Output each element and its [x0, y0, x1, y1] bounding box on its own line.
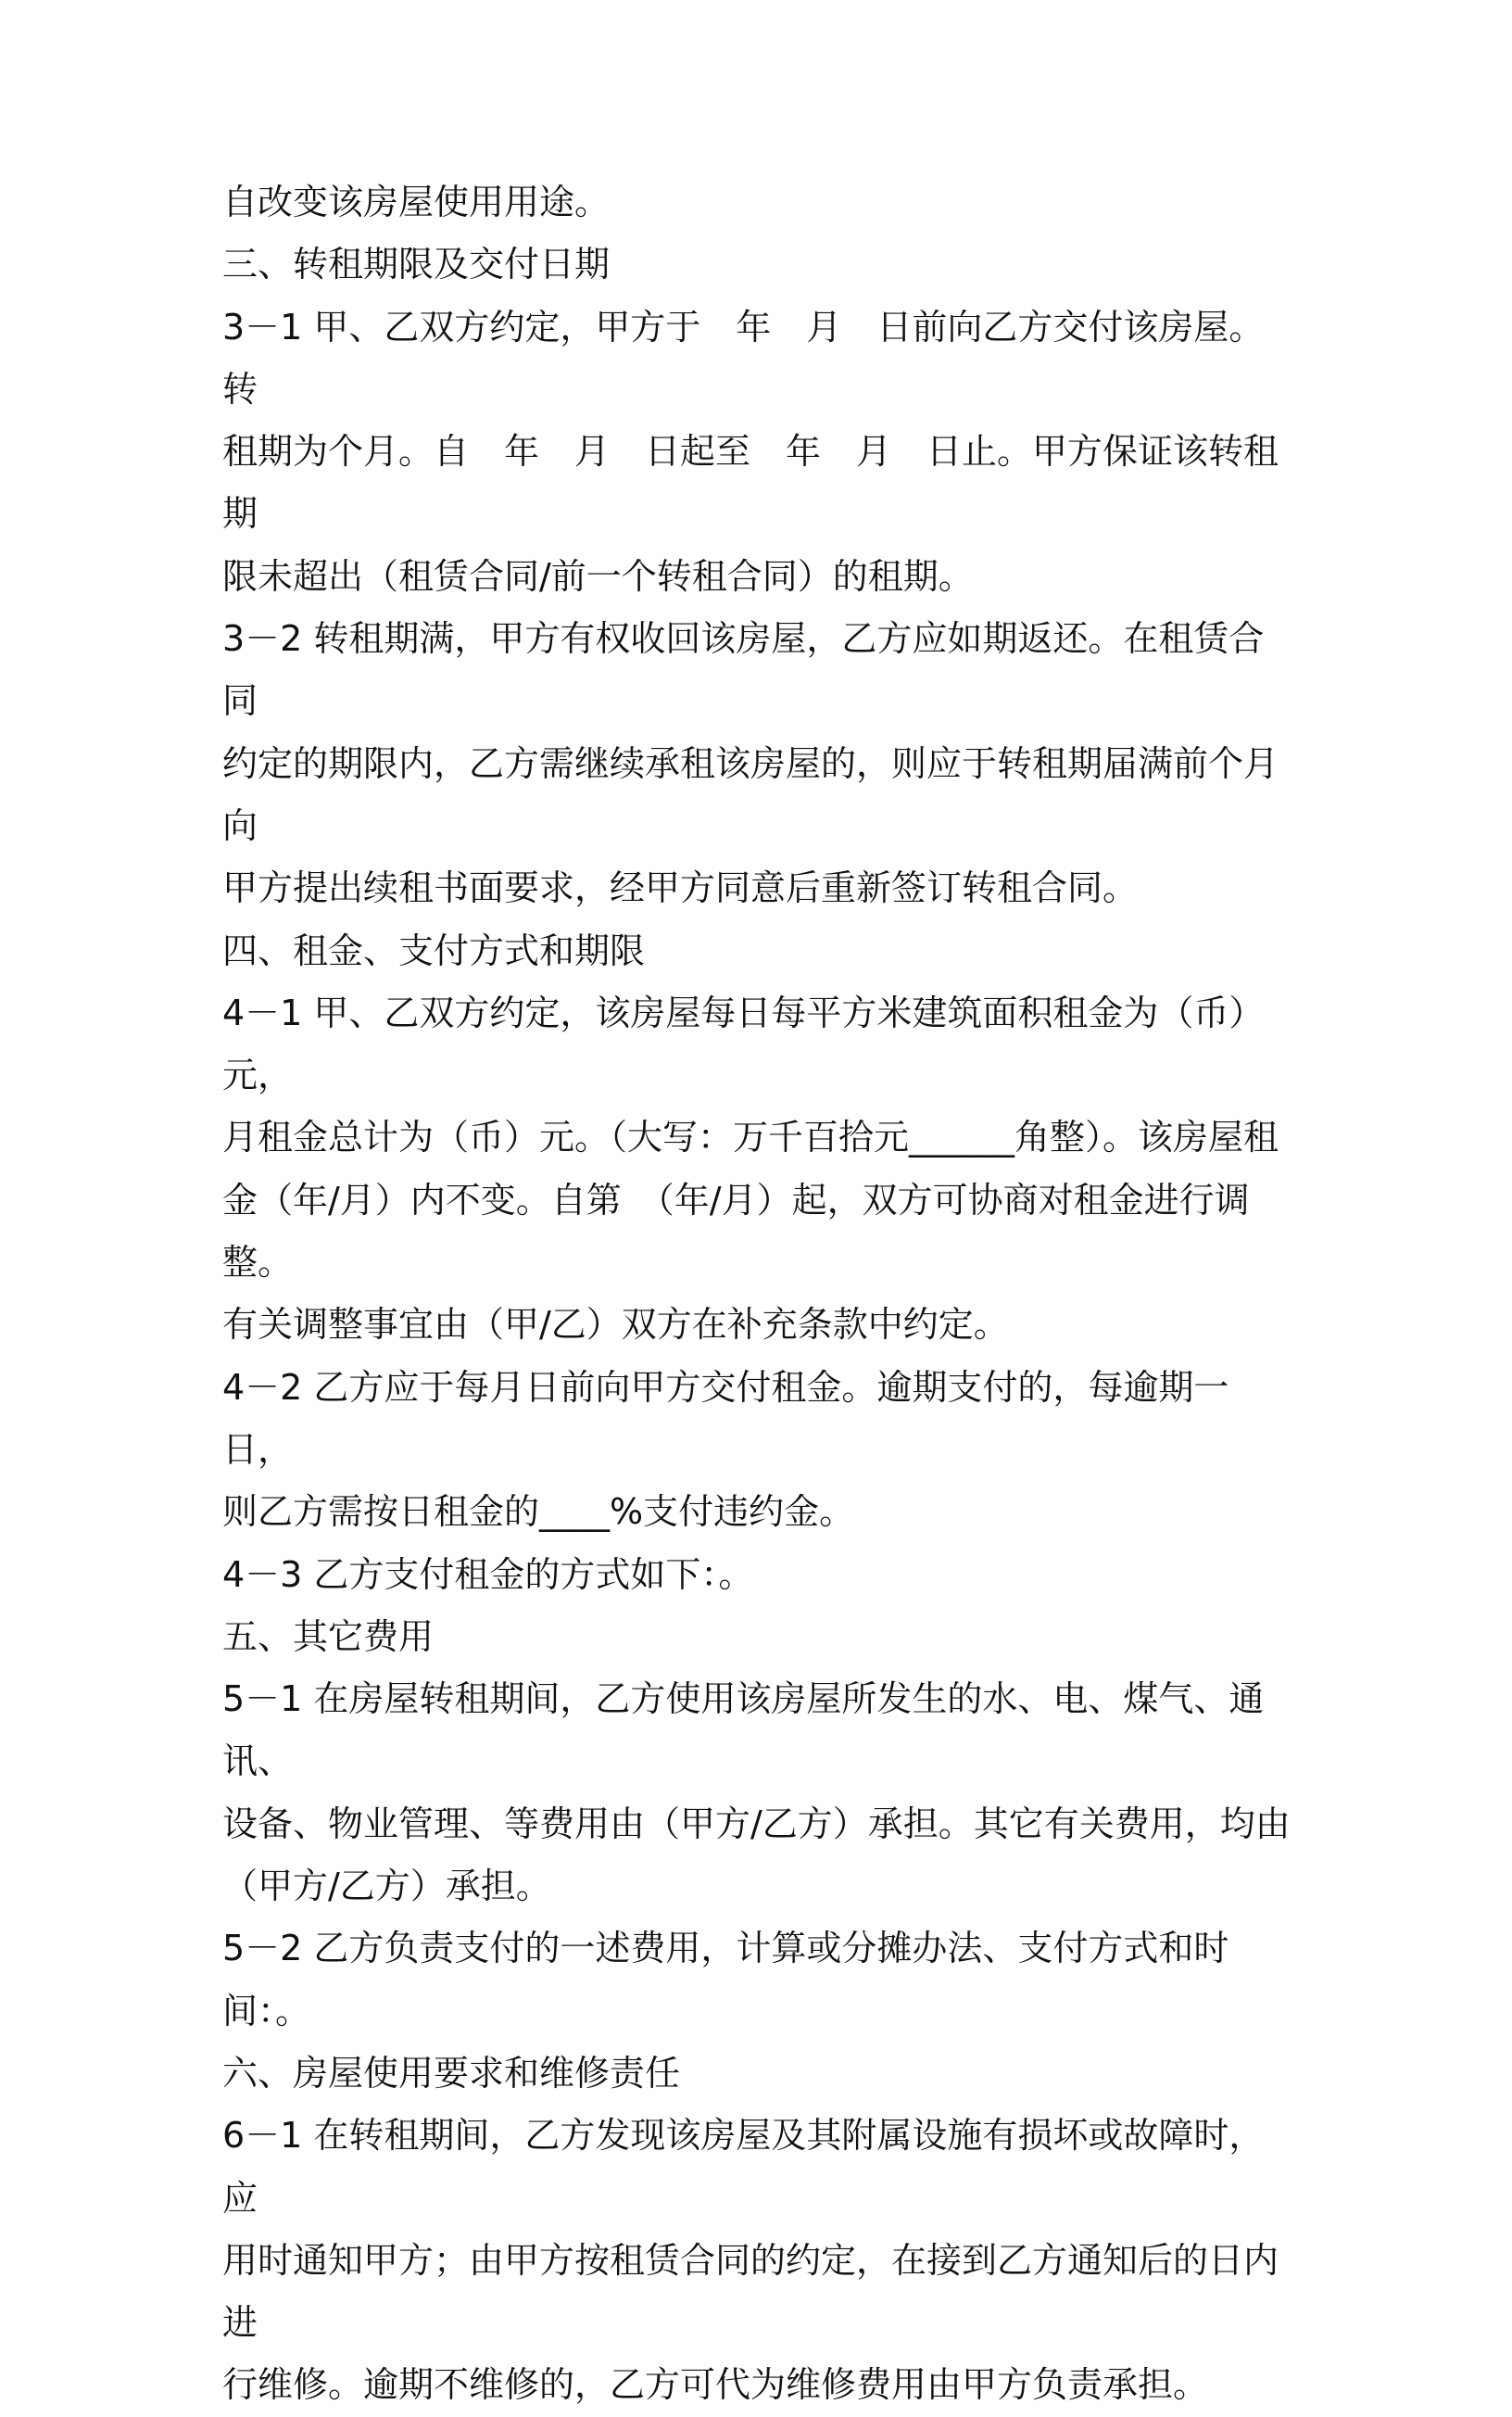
text-line: 则乙方需按日租金的____%支付违约金。	[222, 1491, 855, 1533]
text-line: 4－3 乙方支付租金的方式如下：。	[222, 1553, 754, 1595]
text-line: 6－1 在转租期间，乙方发现该房屋及其附属设施有损坏或故障时，应	[222, 2115, 1265, 2219]
text-line: （甲方/乙方）承担。	[222, 1866, 551, 1907]
text-line: 月租金总计为（币）元。（大写：万千百拾元______角整）。该房屋租	[222, 1117, 1279, 1158]
text-line: 4－1 甲、乙双方约定，该房屋每日每平方米建筑面积租金为（币）元，	[222, 992, 1265, 1096]
text-line: 5－2 乙方负责支付的一述费用，计算或分摊办法、支付方式和时间：。	[222, 1928, 1229, 2031]
section-heading: 六、房屋使用要求和维修责任	[222, 2052, 681, 2094]
document-body	[222, 171, 1297, 2417]
text-line: 设备、物业管理、等费用由（甲方/乙方）承担。其它有关费用，均由	[222, 1803, 1291, 1844]
text-line: 行维修。逾期不维修的，乙方可代为维修费用由甲方负责承担。	[222, 2364, 1209, 2406]
text-line: 有关调整事宜由（甲/乙）双方在补充条款中约定。	[222, 1304, 1009, 1346]
text-line: 约定的期限内，乙方需继续承租该房屋的，则应于转租期届满前个月向	[222, 742, 1279, 846]
section-heading: 五、其它费用	[222, 1615, 435, 1657]
text-line: 自改变该房屋使用用途。	[222, 182, 611, 222]
text-line: 限未超出（租赁合同/前一个转租合同）的租期。	[222, 555, 974, 597]
text-line: 用时通知甲方；由甲方按租赁合同的约定，在接到乙方通知后的日内进	[222, 2239, 1279, 2344]
text-line: 金（年/月）内不变。自第 （年/月）起，双方可协商对租金进行调整。	[222, 1179, 1250, 1284]
text-line: 甲方提出续租书面要求，经甲方同意后重新签订转租合同。	[222, 867, 1139, 909]
text-line: 5－1 在房屋转租期间，乙方使用该房屋所发生的水、电、煤气、通讯、	[222, 1678, 1265, 1782]
text-line: 租期为个月。自 年 月 日起至 年 月 日止。甲方保证该转租期	[222, 431, 1279, 535]
text-line: 3－1 甲、乙双方约定，甲方于 年 月 日前向乙方交付该房屋。转	[222, 306, 1265, 410]
text-line: 4－2 乙方应于每月日前向甲方交付租金。逾期支付的，每逾期一日，	[222, 1366, 1229, 1470]
section-heading: 四、租金、支付方式和期限	[222, 930, 646, 971]
text-line: 3－2 转租期满，甲方有权收回该房屋，乙方应如期返还。在租赁合同	[222, 618, 1265, 722]
section-heading: 三、转租期限及交付日期	[222, 244, 611, 285]
